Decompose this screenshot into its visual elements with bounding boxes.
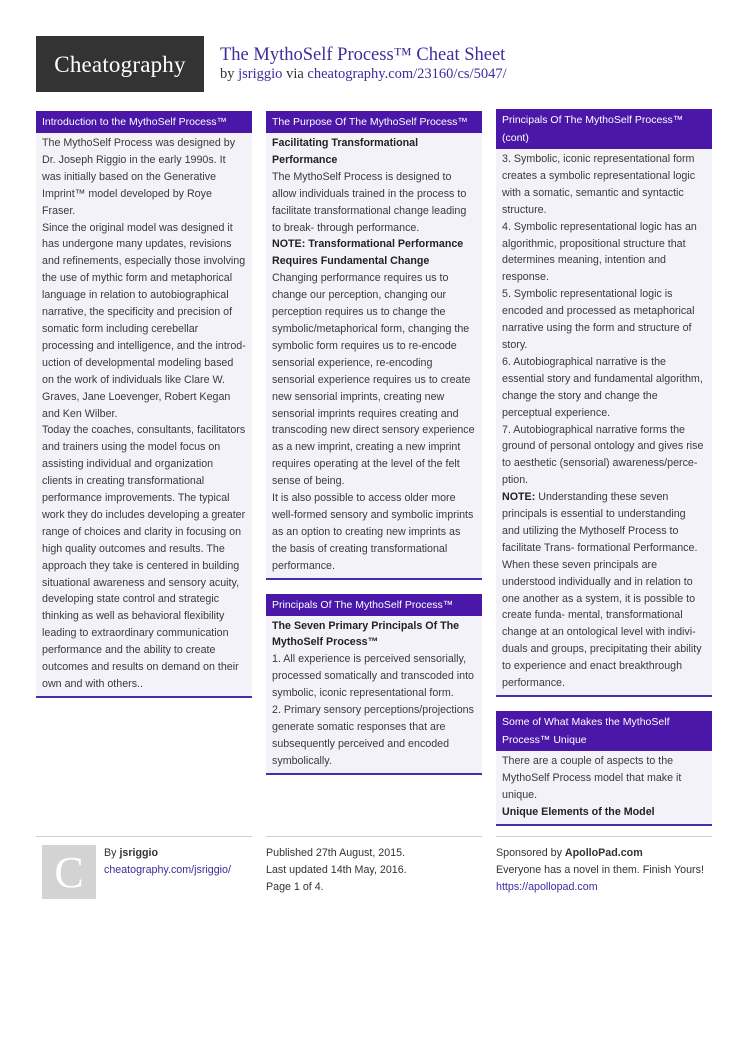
sponsor-tagline: Everyone has a novel in them. Finish Yours! bbox=[496, 864, 704, 876]
footer-sponsor bbox=[496, 836, 712, 896]
author-link[interactable]: jsriggio bbox=[238, 66, 283, 82]
footer-author-text bbox=[104, 845, 252, 879]
intro-paragraph-2: Since the original model was designed it has undergone many updates, revisions and refinements, especially those involving the use of mythic form and metaphorical language in relation to autobiographical narrative, the specificity and precision of somatic form including cerebellar processing and intelligence, and the introduction of developmental modeling based on the work of individuals like Clare W. Graves, Jane Loevenger, Robert Kegan and Ken Wilber. bbox=[42, 221, 246, 420]
sponsor-line bbox=[496, 845, 712, 862]
principals-cont-body bbox=[496, 149, 712, 695]
purpose-note: NOTE: Transformational Performance Requires Fundamental Change bbox=[272, 238, 464, 268]
footer-author bbox=[36, 836, 252, 897]
page-number: Page 1 of 4. bbox=[266, 881, 324, 893]
note-label: NOTE: bbox=[502, 491, 536, 504]
principals-card-heading: Principals Of The MythoSelf Process™ bbox=[266, 594, 482, 616]
principals-closing: When these seven principals are understood individually and in relation to one another as a system, it is possible to create funda- mental, transformational change at an ontological level with individuals and groups, precipitating their ability to experience and enact breakthrough performance. bbox=[502, 558, 702, 690]
cheatography-logo[interactable]: Cheatography bbox=[36, 36, 204, 92]
author-avatar[interactable]: C bbox=[42, 845, 96, 899]
sheet-url-link[interactable]: cheatography.com/23160/cs/5047/ bbox=[307, 66, 507, 82]
via-text: via bbox=[282, 66, 308, 82]
published-date: Published 27th August, 2015. bbox=[266, 847, 406, 859]
purpose-card bbox=[266, 111, 482, 580]
purpose-card-heading: The Purpose Of The MythoSelf Process™ bbox=[266, 111, 482, 133]
column-1 bbox=[36, 111, 252, 712]
principal-item-2: 2. Primary sensory perceptions/projections generate somatic responses that are subsequently perceived and encoded symbolically. bbox=[272, 704, 474, 767]
unique-subheading: Unique Elements of the Model bbox=[502, 805, 655, 818]
intro-card bbox=[36, 111, 252, 698]
unique-card-body bbox=[496, 751, 712, 824]
unique-card bbox=[496, 711, 712, 826]
principals-subheading: The Seven Primary Principals Of The MythoSelf Process™ bbox=[272, 619, 460, 649]
principal-item-3: 3. Symbolic, iconic representational form creates a symbolic representational logic with a somatic, semantic and syntactic structure. bbox=[502, 153, 696, 216]
purpose-subheading: Facilitating Transformational Performance bbox=[272, 137, 419, 166]
principals-cont-card bbox=[496, 109, 712, 697]
principal-item-5: 5. Symbolic representational logic is encoded and processed as metaphorical narrative using the form and structure of story. bbox=[502, 288, 695, 351]
footer-author-url[interactable]: cheatography.com/jsriggio/ bbox=[104, 864, 231, 876]
by-prefix: by bbox=[220, 66, 239, 82]
sponsor-name-link[interactable]: ApolloPad.com bbox=[564, 847, 643, 859]
note-text: Understanding these seven principals is essential to understanding and utilizing the Mythoself Process to facilitate Trans- formational Performance. bbox=[502, 491, 698, 554]
principals-card bbox=[266, 594, 482, 775]
footer-by-label: By bbox=[104, 847, 120, 859]
column-3 bbox=[496, 109, 712, 840]
footer-dates bbox=[266, 836, 482, 896]
intro-paragraph-3: Today the coaches, consultants, facilitators and trainers using the model focus on assisting individual and organization clients in creating transformational performance improvements. The typical work they do includes developing a greater range of choices and clarity in focusing on high quality outcomes and results. The approach they take is centered in building situational awareness and sensory acuity, developing state control and strategic thinking as well as behavioral flexibility leading to extraordinary communication performance and the ability to create outcomes and results on demand on their own and with others.. bbox=[42, 424, 246, 690]
page-title: The MythoSelf Process™ Cheat Sheet bbox=[220, 45, 506, 65]
principals-cont-heading: Principals Of The MythoSelf Process™ (cont) bbox=[496, 109, 712, 149]
column-2 bbox=[266, 111, 482, 789]
footer bbox=[36, 836, 710, 936]
principals-card-body bbox=[266, 616, 482, 773]
purpose-paragraph-3: It is also possible to access older more well-formed sensory and symbolic imprints as an option to creating new imprints as the basis of creating transformational performance. bbox=[272, 492, 474, 572]
footer-by-line bbox=[104, 845, 252, 862]
intro-paragraph-1: The MythoSelf Process was designed by Dr. Joseph Riggio in the early 1990s. It was initially based on the Generative Imprint™ model developed by Roye Fraser. bbox=[42, 137, 236, 217]
unique-card-heading: Some of What Makes the MythoSelf Process™ Unique bbox=[496, 711, 712, 751]
intro-card-heading: Introduction to the MythoSelf Process™ bbox=[36, 111, 252, 133]
unique-paragraph-1: There are a couple of aspects to the MythoSelf Process model that make it unique. bbox=[502, 755, 682, 801]
sponsor-label: Sponsored by bbox=[496, 847, 565, 859]
principal-item-6: 6. Autobiographical narrative is the essential story and fundamental algorithm, change the story and change the perceptual experience. bbox=[502, 355, 703, 419]
principals-note bbox=[502, 489, 706, 557]
purpose-paragraph-1: The MythoSelf Process is designed to allow individuals trained in the process to facilitate transformational change leading to break- through performance. bbox=[272, 170, 467, 234]
updated-date: Last updated 14th May, 2016. bbox=[266, 864, 407, 876]
principal-item-1: 1. All experience is perceived sensorially, processed somatically and transcoded into symbolic, iconic representational form. bbox=[272, 653, 474, 700]
page-subtitle bbox=[220, 66, 507, 83]
footer-author-link[interactable]: jsriggio bbox=[119, 847, 159, 859]
purpose-paragraph-2: Changing performance requires us to change our perception, changing our perception requires us to change the symbolic/metaphorical form, changing the symbolic form requires us to re-encode sensorial experience, re-encoding sensorial experience requires us to create new sensorial imprints, creating new sensorial imprints requires creating and transcoding new direct sensory experience as a new imprint, creating a new imprint requires operating at the level of the felt sense of being. bbox=[272, 272, 475, 488]
intro-card-body bbox=[36, 133, 252, 696]
principal-item-4: 4. Symbolic representational logic has an algorithmic, propositional structure that determines meaning, intention and response. bbox=[502, 220, 697, 284]
principal-item-7: 7. Autobiographical narrative forms the ground of personal ontology and gives rise to aesthetic (sensorial) awareness/perception. bbox=[502, 423, 704, 487]
sponsor-url-link[interactable]: https://apollopad.com bbox=[496, 881, 598, 893]
purpose-card-body bbox=[266, 133, 482, 578]
